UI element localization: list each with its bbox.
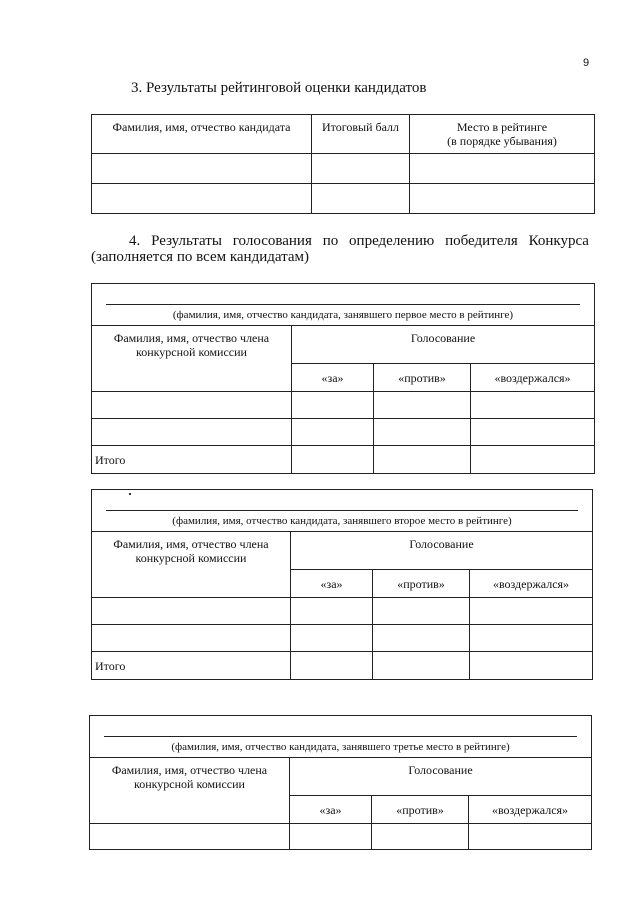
section-4-title: 4. Результаты голосования по определению победителя Конкурса (заполняется по всем кандидатам) bbox=[91, 233, 589, 265]
total-row bbox=[92, 652, 593, 680]
vote-abstain-header: «воздержался» bbox=[471, 364, 595, 392]
section-3-title: 3. Результаты рейтинговой оценки кандидатов bbox=[131, 80, 427, 96]
table-row bbox=[90, 824, 592, 850]
vote-against-header: «против» bbox=[372, 796, 469, 824]
candidate-name-caption: (фамилия, имя, отчество кандидата, занявшего третье место в рейтинге) bbox=[171, 741, 510, 753]
vote-for-header: «за» bbox=[290, 796, 372, 824]
table-row bbox=[92, 392, 595, 419]
candidate-name-caption: (фамилия, имя, отчество кандидата, занявшего второе место в рейтинге) bbox=[172, 515, 512, 527]
vote-for-header: «за» bbox=[292, 364, 374, 392]
vote-against-header: «против» bbox=[374, 364, 471, 392]
voting-header: Голосование bbox=[291, 532, 593, 570]
table-row bbox=[92, 625, 593, 652]
voting-header: Голосование bbox=[290, 758, 592, 796]
vote-against-header: «против» bbox=[373, 570, 470, 598]
table-row bbox=[92, 598, 593, 625]
column-header-rating-place: Место в рейтинге (в порядке убывания) bbox=[410, 115, 595, 154]
vote-abstain-header: «воздержался» bbox=[469, 796, 592, 824]
signature-line bbox=[106, 510, 578, 511]
signature-line bbox=[106, 304, 580, 305]
signature-line bbox=[104, 736, 577, 737]
member-name-header: Фамилия, имя, отчество члена конкурсной комиссии bbox=[90, 758, 290, 824]
vote-for-header: «за» bbox=[291, 570, 373, 598]
table-row bbox=[92, 184, 595, 214]
total-label: Итого bbox=[92, 446, 292, 474]
voting-table-first-place bbox=[91, 283, 595, 474]
total-row bbox=[92, 446, 595, 474]
member-name-header: Фамилия, имя, отчество члена конкурсной комиссии bbox=[92, 532, 291, 598]
table-row bbox=[92, 154, 595, 184]
voting-table-second-place bbox=[91, 489, 593, 680]
table-row bbox=[92, 419, 595, 446]
vote-abstain-header: «воздержался» bbox=[470, 570, 593, 598]
rating-table bbox=[91, 114, 595, 214]
total-label: Итого bbox=[92, 652, 291, 680]
candidate-name-field[interactable] bbox=[92, 490, 593, 532]
voting-table-third-place bbox=[89, 715, 592, 850]
member-name-header: Фамилия, имя, отчество члена конкурсной комиссии bbox=[92, 326, 292, 392]
candidate-name-field[interactable] bbox=[90, 716, 592, 758]
column-header-candidate-name: Фамилия, имя, отчество кандидата bbox=[92, 115, 312, 154]
candidate-name-caption: (фамилия, имя, отчество кандидата, занявшего первое место в рейтинге) bbox=[172, 309, 514, 321]
candidate-name-field[interactable] bbox=[92, 284, 595, 326]
page-number: 9 bbox=[583, 57, 590, 69]
voting-header: Голосование bbox=[292, 326, 595, 364]
column-header-total-score: Итоговый балл bbox=[312, 115, 410, 154]
